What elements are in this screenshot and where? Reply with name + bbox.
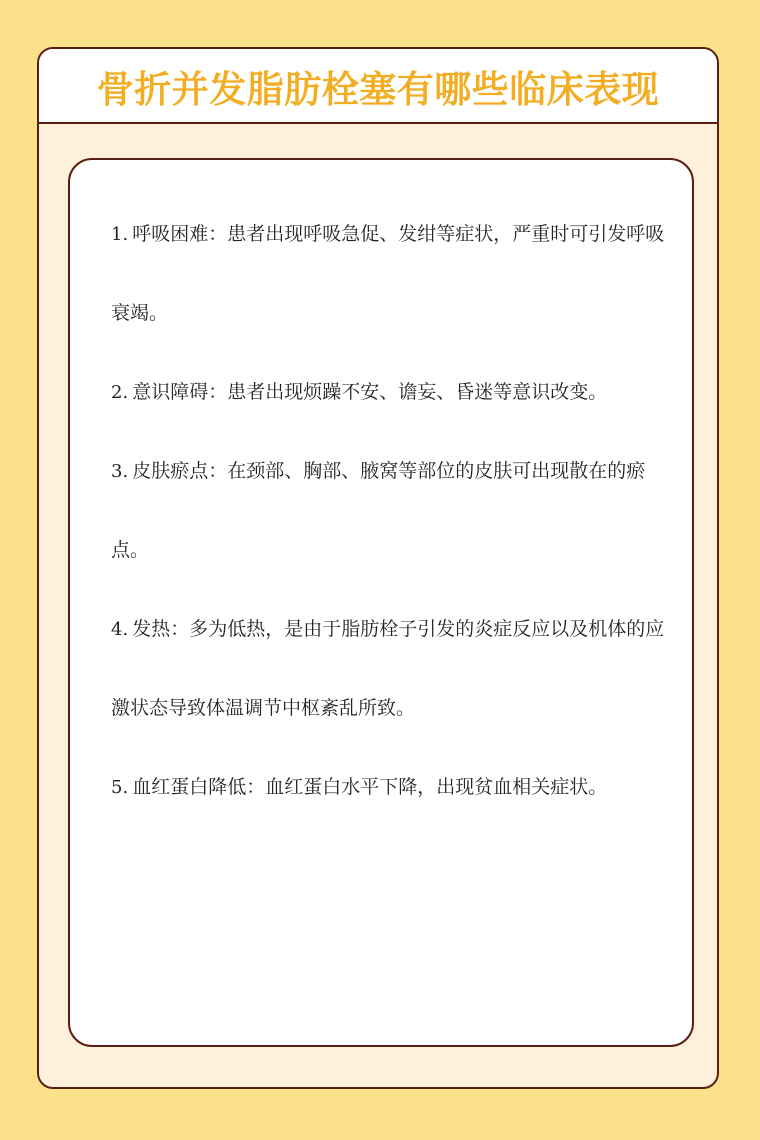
list-item — [111, 748, 671, 827]
list-item — [111, 590, 671, 748]
list-item — [111, 432, 671, 590]
item-text: 呼吸困难：患者出现呼吸急促、发绀等症状，严重时可引发呼吸衰竭。 — [111, 223, 665, 324]
outer-card — [37, 47, 719, 1089]
item-number: 5. — [111, 777, 129, 798]
title-bar — [39, 49, 717, 124]
item-text: 意识障碍：患者出现烦躁不安、谵妄、昏迷等意识改变。 — [132, 381, 608, 403]
item-text: 发热：多为低热，是由于脂肪栓子引发的炎症反应以及机体的应激状态导致体温调节中枢紊乱所致。 — [111, 618, 665, 719]
list-item — [111, 195, 671, 353]
item-text: 血红蛋白降低：血红蛋白水平下降，出现贫血相关症状。 — [132, 776, 608, 798]
list-item — [111, 353, 671, 432]
item-number: 4. — [111, 619, 129, 640]
item-number: 3. — [111, 461, 129, 482]
item-number: 2. — [111, 382, 129, 403]
page-title: 骨折并发脂肪栓塞有哪些临床表现 — [96, 67, 660, 111]
item-text: 皮肤瘀点：在颈部、胸部、腋窝等部位的皮肤可出现散在的瘀点。 — [111, 460, 646, 561]
symptom-list — [111, 195, 671, 827]
item-number: 1. — [111, 224, 129, 245]
content-card — [68, 158, 694, 1047]
